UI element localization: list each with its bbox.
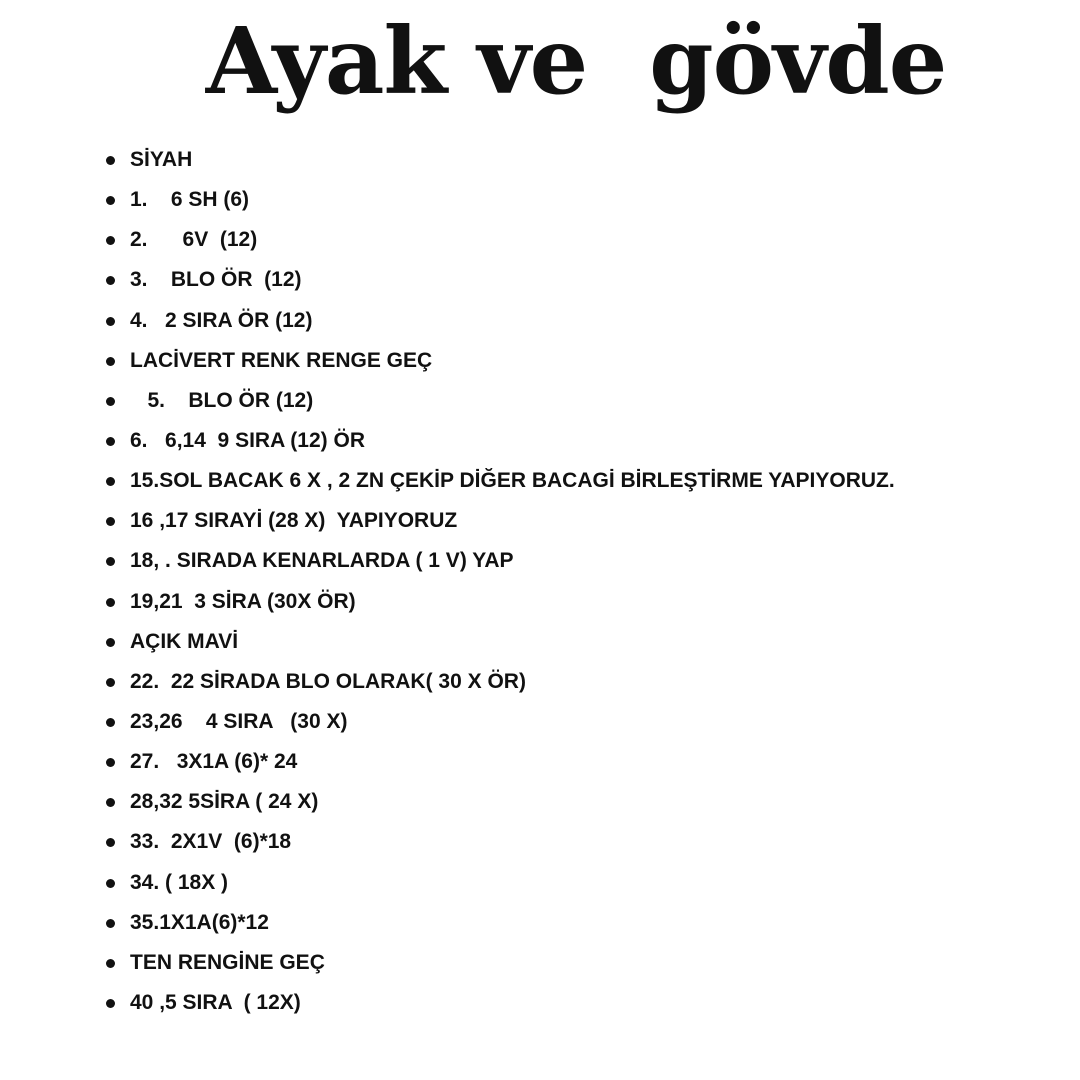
bullet-icon [106,758,115,767]
list-item [104,381,895,421]
list-item-text: 3. BLO ÖR (12) [130,268,302,292]
list-item [104,822,895,862]
bullet-icon [106,598,115,607]
list-item [104,943,895,983]
list-item-text: SİYAH [130,148,193,171]
list-item [104,702,895,742]
list-item-text: 2. 6V (12) [130,228,258,252]
list-item [104,501,895,541]
list-item [104,622,895,662]
list-item [104,541,895,581]
bullet-icon [106,317,115,326]
list-item [104,180,895,220]
list-item-text: 5. BLO ÖR (12) [130,388,314,412]
list-item [104,140,895,180]
list-item [104,341,895,381]
list-item [104,421,895,461]
page-title: Ayak ve gövde [205,7,947,115]
list-item-text: LACİVERT RENK RENGE GEÇ [130,348,433,372]
bullet-icon [106,879,115,888]
list-item [104,863,895,903]
bullet-icon [106,236,115,245]
bullet-icon [106,638,115,647]
bullet-icon [106,477,115,486]
bullet-icon [106,718,115,727]
list-item-text: AÇIK MAVİ [130,629,239,653]
list-item [104,903,895,943]
list-item-text: 23,26 4 SIRA (30 X) [130,709,348,733]
list-item-text: 1. 6 SH (6) [130,188,250,212]
list-item-text: 22. 22 SİRADA BLO OLARAK( 30 X ÖR) [130,669,526,693]
bullet-icon [106,959,115,968]
bullet-icon [106,838,115,847]
list-item-text: 15.SOL BACAK 6 X , 2 ZN ÇEKİP DİĞER BACAGİ BİRLEŞTİRME YAPIYORUZ. [130,469,895,493]
list-item-text: TEN RENGİNE GEÇ [130,950,325,974]
bullet-icon [106,999,115,1008]
bullet-icon [106,557,115,566]
list-item-text: 18, . SIRADA KENARLARDA ( 1 V) YAP [130,549,514,573]
bullet-icon [106,397,115,406]
bullet-icon [106,196,115,205]
bullet-icon [106,798,115,807]
bullet-icon [106,919,115,928]
list-item [104,260,895,300]
bullet-icon [106,276,115,285]
list-item [104,742,895,782]
list-item-text: 4. 2 SIRA ÖR (12) [130,308,313,332]
list-item-text: 16 ,17 SIRAYİ (28 X) YAPIYORUZ [130,509,458,533]
list-item-text: 34. ( 18X ) [130,870,229,894]
bullet-icon [106,156,115,165]
list-item-text: 19,21 3 SİRA (30X ÖR) [130,589,356,613]
list-item [104,220,895,260]
list-item-text: 33. 2X1V (6)*18 [130,830,292,854]
list-item [104,461,895,501]
list-item-text: 27. 3X1A (6)* 24 [130,750,298,774]
list-item [104,662,895,702]
list-item [104,301,895,341]
bullet-icon [106,517,115,526]
list-item-text: 40 ,5 SIRA ( 12X) [130,990,301,1014]
list-item-text: 6. 6,14 9 SIRA (12) ÖR [130,428,365,452]
list-item-text: 35.1X1A(6)*12 [130,910,269,934]
bullet-icon [106,437,115,446]
instruction-list [104,140,895,1023]
list-item-text: 28,32 5SİRA ( 24 X) [130,790,319,814]
list-item [104,582,895,622]
list-item [104,983,895,1023]
bullet-icon [106,357,115,366]
list-item [104,782,895,822]
bullet-icon [106,678,115,687]
